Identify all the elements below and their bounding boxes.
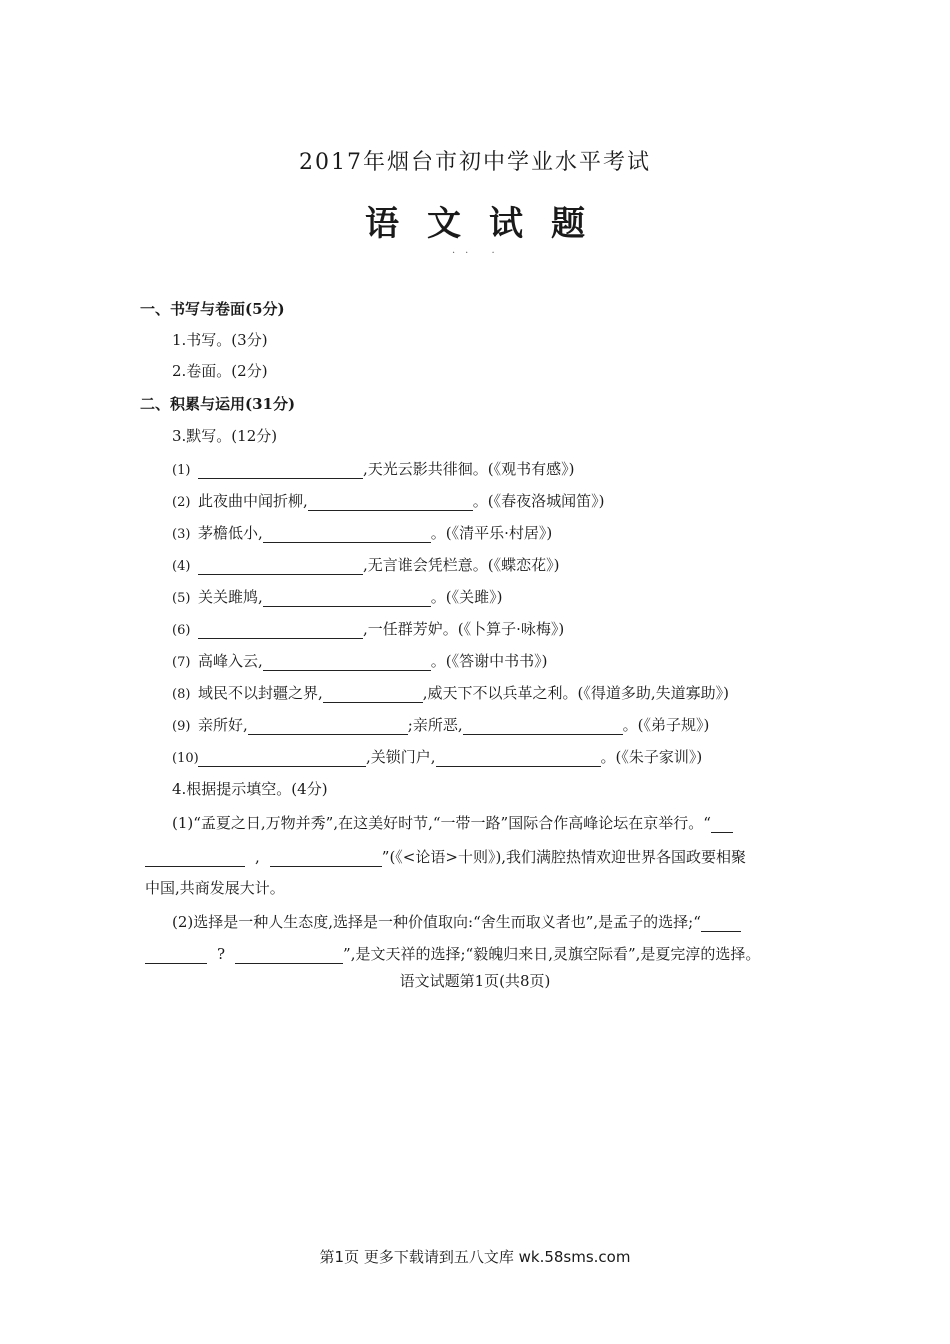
q4-item-1-line3: 中国,共商发展大计。: [145, 879, 285, 897]
q3-item-8: [172, 682, 729, 703]
item-source: 。(《春夜洛城闻笛》): [472, 492, 605, 510]
answer-blank[interactable]: [198, 462, 363, 479]
q4-item-2-line2: [145, 943, 760, 964]
item-number: (10): [172, 751, 199, 766]
answer-blank-1[interactable]: [145, 947, 207, 964]
q4-item-1-line2: [145, 846, 746, 867]
item-number: (8): [172, 687, 191, 702]
item-text: 关关雎鸠,: [198, 588, 263, 606]
item-number: (6): [172, 623, 191, 638]
answer-blank[interactable]: [263, 590, 431, 607]
item-number: (7): [172, 655, 191, 670]
answer-blank[interactable]: [308, 494, 473, 511]
exam-title: 2017年烟台市初中学业水平考试: [299, 150, 651, 175]
item-number: (1): [172, 463, 191, 478]
item-text: ,无言谁会凭栏意。(《蝶恋花》): [363, 556, 560, 574]
item-text: 此夜曲中闻折柳,: [198, 492, 308, 510]
question-3-heading: 3.默写。(12分): [172, 427, 278, 445]
item-source: 。(《清平乐·村居》): [430, 524, 553, 542]
answer-blank[interactable]: [263, 654, 431, 671]
q3-item-7: [172, 650, 548, 671]
answer-blank[interactable]: [701, 915, 741, 932]
item-text: ,天光云影共徘徊。(《观书有感》): [363, 460, 575, 478]
q4-1-comma: ,: [255, 848, 260, 866]
q3-item-1: [172, 458, 574, 479]
answer-blank-2[interactable]: [463, 718, 623, 735]
answer-blank-1[interactable]: [198, 750, 366, 767]
answer-blank-2[interactable]: [235, 947, 343, 964]
item-text: ,一任群芳妒。(《卜算子·咏梅》): [363, 620, 565, 638]
q4-2-text: (2)选择是一种人生态度,选择是一种价值取向:“舍生而取义者也”,是孟子的选择;“: [172, 913, 701, 931]
q3-item-5: [172, 586, 503, 607]
q3-item-3: [172, 522, 552, 543]
question-1: 1.书写。(3分): [172, 331, 268, 349]
item-source: 。(《朱子家训》): [600, 748, 703, 766]
q4-2-question: ?: [217, 945, 226, 963]
q3-item-2: [172, 490, 605, 511]
item-text: 高峰入云,: [198, 652, 263, 670]
q3-item-9: [172, 714, 709, 735]
question-4-heading: 4.根据提示填空。(4分): [172, 780, 328, 798]
item-number: (5): [172, 591, 191, 606]
answer-blank[interactable]: [323, 686, 423, 703]
page-number-label: 语文试题第1页(共8页): [399, 972, 551, 990]
answer-blank-1[interactable]: [248, 718, 408, 735]
item-text: 域民不以封疆之界,: [198, 684, 323, 702]
q4-item-2-line1: [172, 911, 741, 932]
item-number: (2): [172, 495, 191, 510]
item-source: 。(《关雎》): [430, 588, 503, 606]
item-text: 茅檐低小,: [198, 524, 263, 542]
item-source: 。(《答谢中书书》): [430, 652, 548, 670]
section-1-heading: 一、书写与卷面(5分): [140, 300, 285, 318]
answer-blank-2[interactable]: [270, 850, 382, 867]
scan-marks: ·· ·: [452, 248, 505, 259]
q4-2-rest: ”,是文天祥的选择;“毅魄归来日,灵旗空际看”,是夏完淳的选择。: [343, 945, 761, 963]
answer-blank[interactable]: [711, 816, 733, 833]
q4-1-rest: ”(《<论语>十则》),我们满腔热情欢迎世界各国政要相聚: [381, 848, 747, 866]
item-text-mid: ,关锁门户,: [366, 748, 436, 766]
q4-1-text: (1)“孟夏之日,万物并秀”,在这美好时节,“一带一路”国际合作高峰论坛在京举行。“: [172, 814, 711, 832]
subject-title: 语文试题: [365, 204, 613, 244]
item-number: (3): [172, 527, 191, 542]
item-text: 亲所好,: [198, 716, 248, 734]
item-text-mid: ;亲所恶,: [407, 716, 463, 734]
q3-item-10: [172, 746, 702, 767]
item-number: (4): [172, 559, 191, 574]
answer-blank-1[interactable]: [145, 850, 245, 867]
q3-item-4: [172, 554, 559, 575]
answer-blank[interactable]: [198, 558, 363, 575]
section-2-heading: 二、积累与运用(31分): [140, 395, 296, 413]
answer-blank[interactable]: [198, 622, 363, 639]
question-2: 2.卷面。(2分): [172, 362, 268, 380]
answer-blank[interactable]: [263, 526, 431, 543]
q3-item-6: [172, 618, 564, 639]
item-source: 。(《弟子规》): [622, 716, 710, 734]
download-note: 第1页 更多下载请到五八文库 wk.58sms.com: [319, 1248, 631, 1266]
item-number: (9): [172, 719, 191, 734]
item-text-after: ,威天下不以兵革之利。(《得道多助,失道寡助》): [422, 684, 730, 702]
q4-item-1-line1: [172, 812, 733, 833]
answer-blank-2[interactable]: [436, 750, 601, 767]
